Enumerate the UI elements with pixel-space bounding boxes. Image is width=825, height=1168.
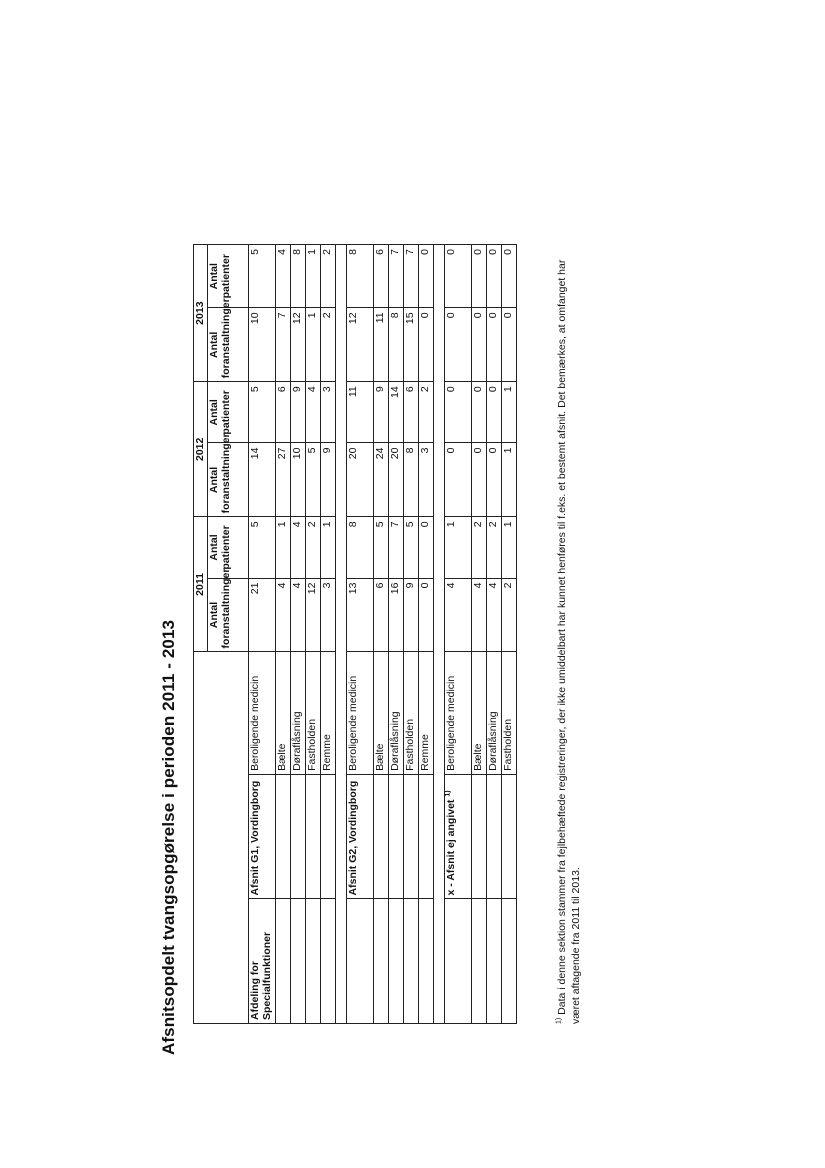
value-cell: 12: [306, 578, 321, 652]
value-cell: 8: [347, 517, 374, 578]
value-cell: 12: [291, 308, 306, 382]
value-cell: 1: [276, 517, 291, 578]
value-cell: 0: [445, 382, 472, 443]
value-cell: 0: [487, 308, 502, 382]
value-cell: 4: [306, 382, 321, 443]
section-name-cell: [487, 774, 502, 899]
table-row: [249, 245, 276, 1024]
value-cell: 1: [502, 443, 517, 517]
department-cell: [502, 899, 517, 1024]
section-name-cell: [374, 774, 389, 899]
value-cell: 1: [321, 517, 336, 578]
value-cell: 11: [374, 308, 389, 382]
table-row: [374, 245, 389, 1024]
value-cell: 3: [321, 578, 336, 652]
table-row: [419, 245, 434, 1024]
section-name-cell: [347, 774, 374, 899]
value-cell: 14: [389, 382, 404, 443]
department-cell: [472, 899, 487, 1024]
value-cell: 0: [419, 245, 434, 308]
value-cell: 24: [374, 443, 389, 517]
value-cell: 9: [291, 382, 306, 443]
section-name: Afsnit G1, Vordingborg: [249, 780, 261, 896]
value-cell: 13: [347, 578, 374, 652]
value-cell: 0: [472, 443, 487, 517]
value-cell: 0: [472, 308, 487, 382]
value-cell: 7: [404, 245, 419, 308]
year-header-2013: 2013: [194, 245, 208, 382]
table-row: [389, 245, 404, 1024]
value-cell: 0: [445, 308, 472, 382]
value-cell: 0: [472, 382, 487, 443]
col-measures-2011: Antal foranstaltninger: [208, 578, 249, 652]
col-patients-2013: Antal patienter: [208, 245, 249, 308]
value-cell: 20: [389, 443, 404, 517]
section-name-cell: [276, 774, 291, 899]
value-cell: 7: [276, 308, 291, 382]
measure-cell: Fastholden: [404, 652, 419, 774]
footnote: [555, 244, 583, 1024]
value-cell: 3: [419, 443, 434, 517]
year-header-2011: 2011: [194, 517, 208, 652]
table-row: [306, 245, 321, 1024]
value-cell: 4: [472, 578, 487, 652]
col-measures-2012: Antal foranstaltninger: [208, 443, 249, 517]
department-cell: Afdeling for Specialfunktioner: [249, 899, 276, 1024]
value-cell: 5: [374, 517, 389, 578]
col-patients-2012: Antal patienter: [208, 382, 249, 443]
value-cell: 6: [276, 382, 291, 443]
value-cell: 0: [419, 517, 434, 578]
col-measures-2013: Antal foranstaltninger: [208, 308, 249, 382]
value-cell: 4: [276, 578, 291, 652]
value-cell: 1: [306, 308, 321, 382]
value-cell: 5: [249, 382, 276, 443]
department-cell: [389, 899, 404, 1024]
value-cell: 2: [419, 382, 434, 443]
value-cell: 8: [389, 308, 404, 382]
value-cell: 1: [502, 517, 517, 578]
value-cell: 12: [347, 308, 374, 382]
value-cell: 11: [347, 382, 374, 443]
section-footnote-marker: 1): [444, 790, 452, 797]
department-cell: [291, 899, 306, 1024]
value-cell: 10: [249, 308, 276, 382]
value-cell: 0: [472, 245, 487, 308]
measure-cell: Beroligende medicin: [347, 652, 374, 774]
value-cell: 5: [249, 245, 276, 308]
value-cell: 20: [347, 443, 374, 517]
value-cell: 1: [445, 517, 472, 578]
department-cell: [445, 899, 472, 1024]
value-cell: 0: [502, 308, 517, 382]
value-cell: 10: [291, 443, 306, 517]
department-cell: [487, 899, 502, 1024]
table-row: [472, 245, 487, 1024]
value-cell: 8: [404, 443, 419, 517]
year-header-2012: 2012: [194, 382, 208, 517]
table-row: [276, 245, 291, 1024]
corner-cell: [194, 652, 249, 1024]
page-title: Afsnitsopdelt tvangsopgørelse i perioden 2011 - 2013: [159, 619, 178, 1055]
value-cell: 16: [389, 578, 404, 652]
section-name-cell: [306, 774, 321, 899]
value-cell: 27: [276, 443, 291, 517]
department-cell: [404, 899, 419, 1024]
value-cell: 0: [487, 382, 502, 443]
department-cell: [347, 899, 374, 1024]
value-cell: 9: [374, 382, 389, 443]
department-cell: [276, 899, 291, 1024]
value-cell: 6: [374, 578, 389, 652]
section-name-cell: [389, 774, 404, 899]
value-cell: 4: [487, 578, 502, 652]
section-name-cell: [404, 774, 419, 899]
section-name-cell: [502, 774, 517, 899]
department-cell: [321, 899, 336, 1024]
value-cell: 0: [487, 443, 502, 517]
value-cell: 8: [347, 245, 374, 308]
value-cell: 1: [502, 382, 517, 443]
footnote-marker: 1): [555, 1017, 563, 1024]
table-row: [404, 245, 419, 1024]
value-cell: 4: [276, 245, 291, 308]
value-cell: 1: [306, 245, 321, 308]
col-patients-2011: Antal patienter: [208, 517, 249, 578]
value-cell: 21: [249, 578, 276, 652]
measure-cell: Døraflåsning: [291, 652, 306, 774]
measure-cell: Beroligende medicin: [445, 652, 472, 774]
table-row: [291, 245, 306, 1024]
value-cell: 9: [321, 443, 336, 517]
section-name-cell: [472, 774, 487, 899]
section-name-cell: [419, 774, 434, 899]
value-cell: 0: [419, 308, 434, 382]
table-row: [321, 245, 336, 1024]
department-cell: [374, 899, 389, 1024]
value-cell: 7: [389, 245, 404, 308]
section-name: x - Afsnit ej angivet: [445, 799, 457, 896]
measure-cell: Døraflåsning: [389, 652, 404, 774]
measure-cell: Bælte: [374, 652, 389, 774]
value-cell: 2: [321, 308, 336, 382]
footnote-text: Data i denne sektion stammer fra fejlbehæftede registreringer, der ikke umiddelbart har kunnet henføres til f.eks. et bestemt afsnit. Det bemærkes, at omfanget har været aftagende fra 2011 til 2013.: [556, 259, 582, 1024]
section-name-cell: [291, 774, 306, 899]
measure-cell: Remme: [321, 652, 336, 774]
section-spacer: [434, 245, 445, 1024]
value-cell: 4: [291, 517, 306, 578]
measure-cell: Fastholden: [502, 652, 517, 774]
table-row: [487, 245, 502, 1024]
measure-cell: Bælte: [276, 652, 291, 774]
value-cell: 7: [389, 517, 404, 578]
section-name-cell: [321, 774, 336, 899]
table-row: [347, 245, 374, 1024]
value-cell: 4: [291, 578, 306, 652]
rotated-page: [147, 230, 617, 1100]
value-cell: 2: [502, 578, 517, 652]
table-row: [502, 245, 517, 1024]
value-cell: 2: [487, 517, 502, 578]
value-cell: 3: [321, 382, 336, 443]
table-row: [445, 245, 472, 1024]
measure-cell: Remme: [419, 652, 434, 774]
value-cell: 15: [404, 308, 419, 382]
value-cell: 2: [306, 517, 321, 578]
value-cell: 4: [445, 578, 472, 652]
value-cell: 0: [445, 245, 472, 308]
department-cell: [419, 899, 434, 1024]
table-body: [194, 245, 517, 1024]
value-cell: 6: [404, 382, 419, 443]
section-spacer: [336, 245, 347, 1024]
measure-cell: Beroligende medicin: [249, 652, 276, 774]
value-cell: 14: [249, 443, 276, 517]
coercion-table: [193, 244, 517, 1024]
value-cell: 2: [321, 245, 336, 308]
spacer-cell: [336, 245, 347, 1024]
value-cell: 0: [487, 245, 502, 308]
measure-cell: Fastholden: [306, 652, 321, 774]
value-cell: 9: [404, 578, 419, 652]
value-cell: 5: [249, 517, 276, 578]
section-name-cell: [445, 774, 472, 899]
value-cell: 0: [419, 578, 434, 652]
spacer-cell: [434, 245, 445, 1024]
measure-cell: Bælte: [472, 652, 487, 774]
section-name-cell: [249, 774, 276, 899]
section-name: Afsnit G2, Vordingborg: [347, 780, 359, 896]
value-cell: 0: [502, 245, 517, 308]
department-cell: [306, 899, 321, 1024]
value-cell: 5: [404, 517, 419, 578]
measure-cell: Døraflåsning: [487, 652, 502, 774]
coercion-table-wrap: [193, 244, 517, 1024]
value-cell: 6: [374, 245, 389, 308]
value-cell: 0: [445, 443, 472, 517]
value-cell: 5: [306, 443, 321, 517]
value-cell: 8: [291, 245, 306, 308]
value-cell: 2: [472, 517, 487, 578]
